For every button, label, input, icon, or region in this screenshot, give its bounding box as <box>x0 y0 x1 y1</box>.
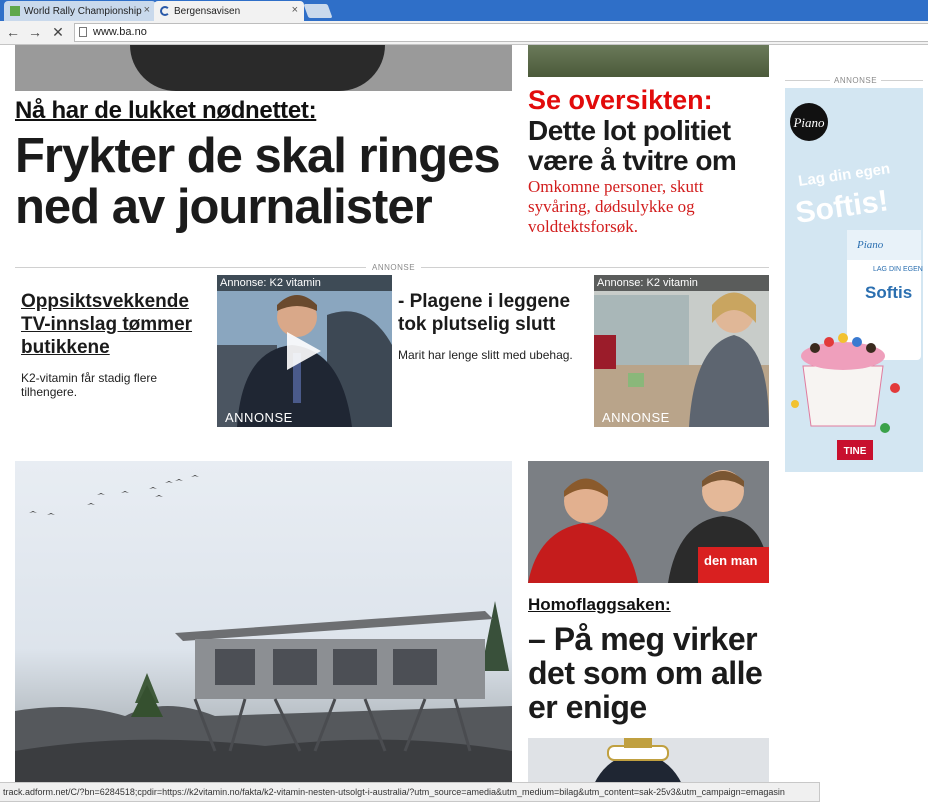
side-story-headline[interactable]: Dette lot politiet være å tvitre om <box>528 115 737 176</box>
hero-photo-person <box>130 45 385 91</box>
video-ad-label: Annonse: K2 vitamin <box>594 275 769 291</box>
native-ad-1[interactable] <box>21 290 211 399</box>
play-icon[interactable] <box>287 332 321 370</box>
pack-brand-text: Piano <box>857 239 884 251</box>
side-story-photo[interactable] <box>528 45 769 77</box>
video-ad-2-scene <box>594 275 769 427</box>
pack-text-1: LAG DIN EGEN <box>873 266 923 273</box>
status-bar: track.adform.net/C/?bn=6284518;cpdir=https://k2vitamin.no/fakta/k2-vitamin-nesten-utsolgt-i-australia/?utm_source=amedia&utm_medium=bilag&utm_content=sak-25v3&utm_campaign=emagasin <box>0 782 820 802</box>
video-ad-label: Annonse: K2 vitamin <box>217 275 392 291</box>
tab-close-icon[interactable]: × <box>143 4 150 16</box>
hero-kicker[interactable]: Nå har de lukket nødnettet: <box>15 97 317 124</box>
native-ad-2[interactable] <box>398 290 588 362</box>
video-ad-1[interactable] <box>217 275 392 427</box>
tab-title: Bergensavisen <box>174 5 241 17</box>
banner-headline-1: Lag din egen <box>797 160 892 190</box>
side-story-ingress[interactable]: Omkomne personer, skutt syvåring, dødsulykke og voldtektsforsøk. <box>528 177 704 236</box>
tab-world-rally[interactable] <box>4 1 156 21</box>
loading-spinner-icon <box>160 6 170 16</box>
pack-text-2: Softis <box>865 283 913 302</box>
native-ad-title[interactable]: Oppsiktsvekkende TV-innslag tømmer butikkene <box>21 291 193 358</box>
sign-text: den man <box>704 553 758 568</box>
forward-arrow-icon[interactable]: → <box>28 24 42 40</box>
native-ad-body: K2-vitamin får stadig flere tilhengere. <box>21 371 158 399</box>
back-arrow-icon[interactable]: ← <box>6 24 20 40</box>
video-ad-tag: ANNONSE <box>225 410 293 425</box>
cabin-photo[interactable] <box>15 461 512 802</box>
url-text: www.ba.no <box>93 26 147 38</box>
brand-logo-text: Piano <box>793 115 825 130</box>
softis-banner-art <box>785 88 923 472</box>
side-story-kicker[interactable]: Se oversikten: <box>528 85 713 115</box>
flag-story-scene <box>528 461 769 583</box>
birds <box>29 475 199 515</box>
banner-label: ANNONSE <box>830 76 881 85</box>
address-bar[interactable] <box>74 23 928 42</box>
banner-headline-2: Softis! <box>793 184 891 230</box>
wrc-favicon-icon <box>10 6 20 16</box>
tine-logo-text: TINE <box>843 446 867 457</box>
ad-divider-label: ANNONSE <box>366 263 421 272</box>
tab-bergensavisen[interactable] <box>154 1 304 21</box>
tab-title: World Rally Championship <box>24 5 142 17</box>
hero-headline[interactable]: Frykter de skal ringes ned av journalister <box>15 129 500 234</box>
tab-strip <box>0 0 928 21</box>
stop-loading-icon[interactable]: ✕ <box>52 24 64 40</box>
video-ad-2[interactable] <box>594 275 769 427</box>
native-ad-body: Marit har lenge slitt med ubehag. <box>398 348 573 362</box>
page-icon <box>79 27 87 37</box>
page-content <box>0 45 928 802</box>
navigation-bar <box>0 21 928 45</box>
softis-banner-ad[interactable] <box>785 88 923 472</box>
flag-story-photo[interactable] <box>528 461 769 583</box>
new-tab-button[interactable] <box>303 4 332 18</box>
hero-photo[interactable] <box>15 45 512 91</box>
cabin-illustration <box>15 461 512 802</box>
flag-story-kicker[interactable]: Homoflaggsaken: <box>528 595 671 614</box>
native-ad-title[interactable]: - Plagene i leggene tok plutselig slutt <box>398 291 571 335</box>
video-ad-tag: ANNONSE <box>602 410 670 425</box>
tab-close-icon[interactable]: × <box>291 4 298 16</box>
flag-story-headline[interactable]: – På meg virker det som om alle er enige <box>528 621 763 725</box>
